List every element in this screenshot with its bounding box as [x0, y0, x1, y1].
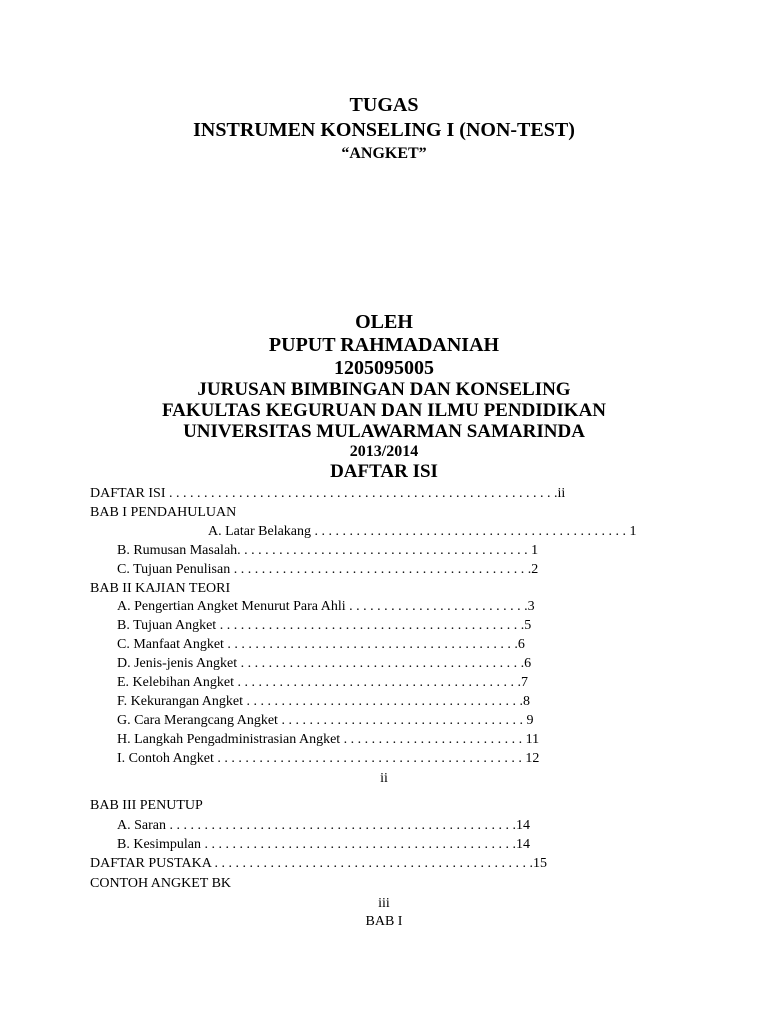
toc-entry: D. Jenis-jenis Angket . . . . . . . . . . . . . . . . . . . . . . . . . . . . . . . . . . . . . . . . .6 [117, 656, 532, 671]
toc-entry: B. Kesimpulan . . . . . . . . . . . . . . . . . . . . . . . . . . . . . . . . . . . . . . . . . . . . .14 [117, 837, 530, 852]
toc-entry: BAB II KAJIAN TEORI [90, 581, 231, 596]
toc-entry: F. Kekurangan Angket . . . . . . . . . . . . . . . . . . . . . . . . . . . . . . . . . . . . . . . .8 [117, 694, 531, 709]
toc-entry: BAB III PENUTUP [90, 798, 203, 813]
cover-title: TUGAS [349, 94, 419, 116]
cover-subtitle: INSTRUMEN KONSELING I (NON-TEST) [193, 119, 575, 141]
academic-year: 2013/2014 [349, 443, 419, 460]
toc-entry: A. Pengertian Angket Menurut Para Ahli . . . . . . . . . . . . . . . . . . . . . . . . . .3 [117, 599, 535, 614]
toc-heading: DAFTAR ISI [330, 461, 438, 482]
toc-entry: DAFTAR ISI . . . . . . . . . . . . . . . . . . . . . . . . . . . . . . . . . . . . . . . . . . . . . . . . . . . . . . . .ii [90, 486, 566, 501]
toc-entry: B. Rumusan Masalah. . . . . . . . . . . . . . . . . . . . . . . . . . . . . . . . . . . . . . . . . . 1 [117, 543, 539, 558]
chapter-heading: BAB I [365, 914, 403, 929]
cover-topic: “ANGKET” [341, 145, 427, 162]
toc-entry: G. Cara Merangcang Angket . . . . . . . . . . . . . . . . . . . . . . . . . . . . . . . . . . . 9 [117, 713, 534, 728]
toc-entry: CONTOH ANGKET BK [90, 876, 232, 891]
author-name: PUPUT RAHMADANIAH [268, 334, 500, 356]
toc-entry: DAFTAR PUSTAKA . . . . . . . . . . . . . . . . . . . . . . . . . . . . . . . . . . . . . . . . . . . . . .15 [90, 856, 548, 871]
toc-entry: BAB I PENDAHULUAN [90, 505, 237, 520]
toc-entry: B. Tujuan Angket . . . . . . . . . . . . . . . . . . . . . . . . . . . . . . . . . . . . . . . . . . . .5 [117, 618, 532, 633]
toc-entry: C. Tujuan Penulisan . . . . . . . . . . . . . . . . . . . . . . . . . . . . . . . . . . . . . . . . . . .2 [117, 562, 539, 577]
faculty: FAKULTAS KEGURUAN DAN ILMU PENDIDIKAN [161, 400, 607, 421]
student-id: 1205095005 [334, 357, 434, 379]
toc-entry: C. Manfaat Angket . . . . . . . . . . . . . . . . . . . . . . . . . . . . . . . . . . . . . . . . . .6 [117, 637, 525, 652]
toc-entry: A. Saran . . . . . . . . . . . . . . . . . . . . . . . . . . . . . . . . . . . . . . . . . . . . . . . . . .14 [117, 818, 530, 833]
page-number: ii [380, 771, 388, 786]
by-label: OLEH [355, 311, 413, 333]
toc-entry: A. Latar Belakang . . . . . . . . . . . . . . . . . . . . . . . . . . . . . . . . . . . . . . . . . . . . . 1 [208, 524, 637, 539]
toc-entry: I. Contoh Angket . . . . . . . . . . . . . . . . . . . . . . . . . . . . . . . . . . . . . . . . . . . . 12 [117, 751, 540, 766]
toc-entry: E. Kelebihan Angket . . . . . . . . . . . . . . . . . . . . . . . . . . . . . . . . . . . . . . . . .7 [117, 675, 529, 690]
page-number: iii [378, 896, 390, 911]
university: UNIVERSITAS MULAWARMAN SAMARINDA [183, 421, 585, 442]
toc-entry: H. Langkah Pengadministrasian Angket . . . . . . . . . . . . . . . . . . . . . . . . . . 11 [117, 732, 540, 747]
department: JURUSAN BIMBINGAN DAN KONSELING [197, 379, 571, 400]
